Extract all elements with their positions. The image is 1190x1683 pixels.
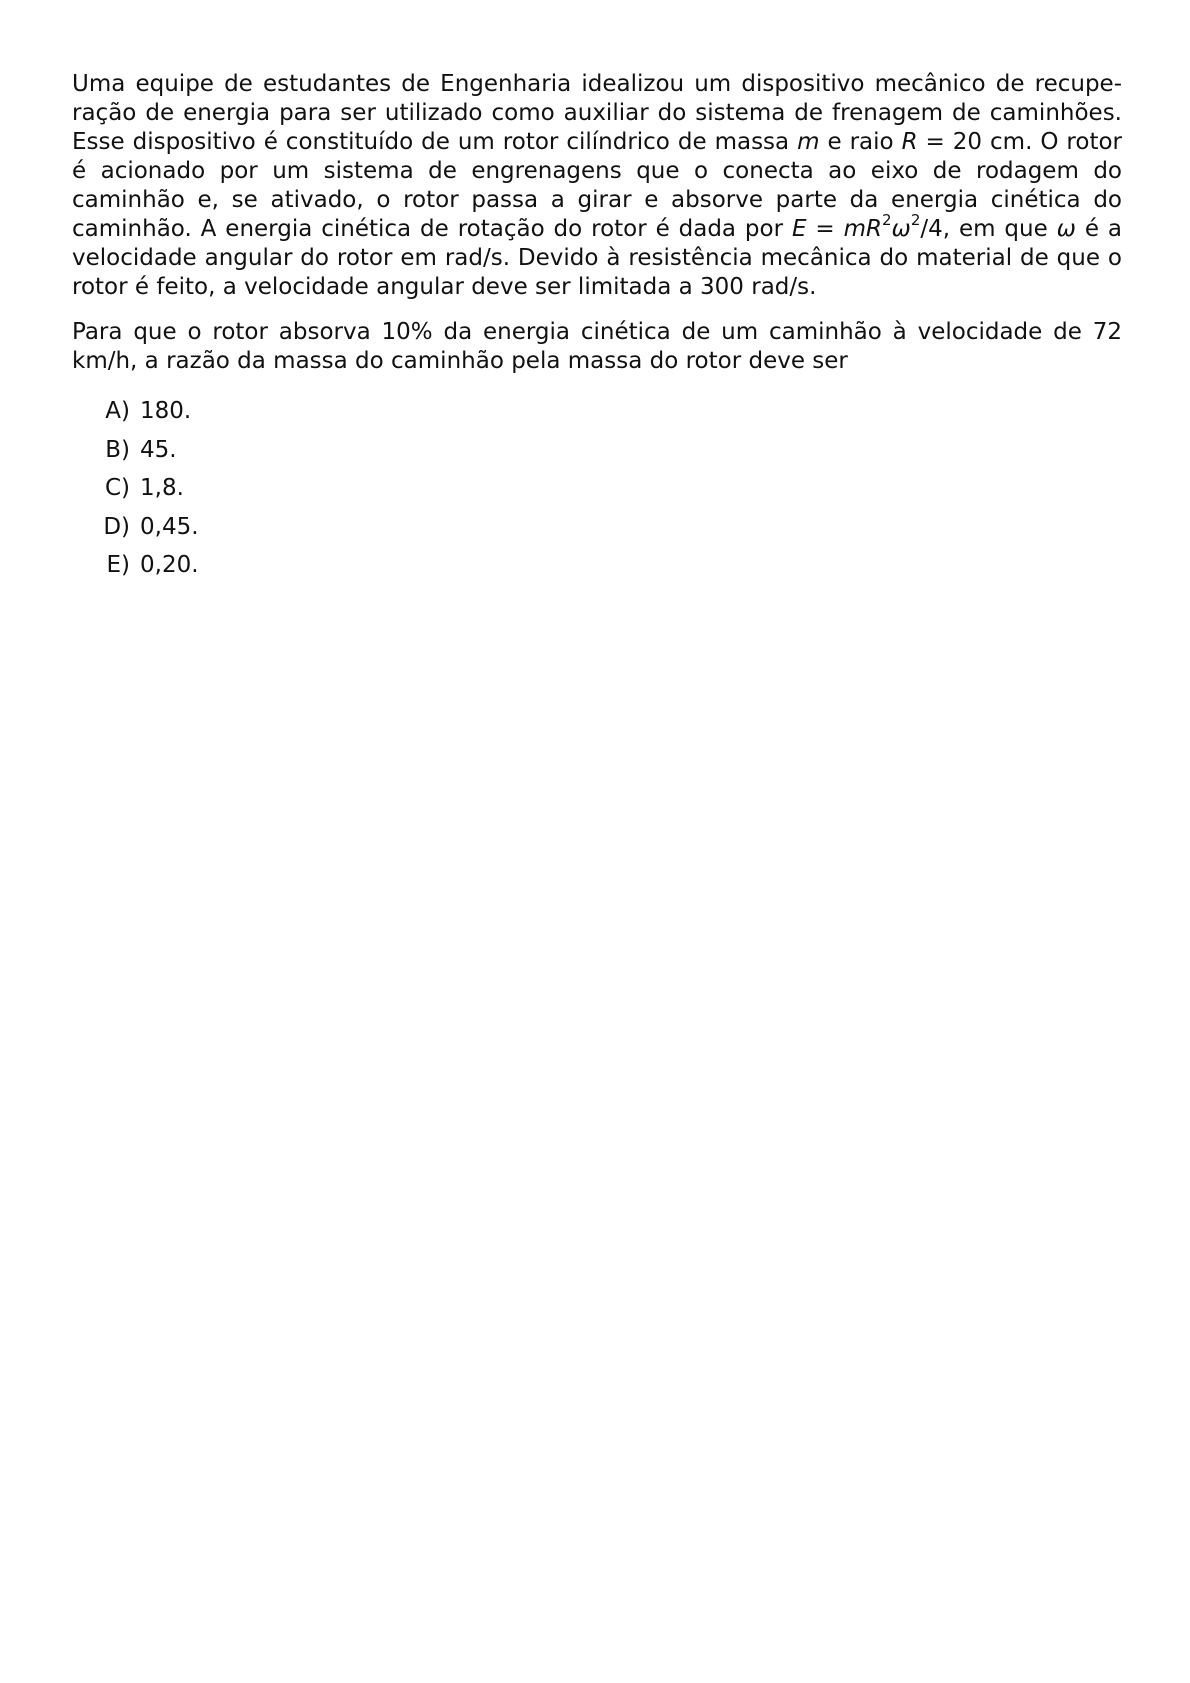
question-page: [72, 70, 1122, 591]
option-b[interactable]: [94, 437, 1122, 476]
question-paragraph-1: [72, 70, 1122, 302]
variable-omega: ω: [1056, 216, 1076, 242]
option-d[interactable]: [94, 514, 1122, 553]
energy-formula: $E = mR^2\omega^2/4$: [791, 211, 943, 242]
option-letter: A): [105, 398, 130, 424]
option-letter: E): [106, 552, 130, 578]
option-e[interactable]: [94, 552, 1122, 591]
option-letter: B): [105, 436, 130, 463]
option-c[interactable]: [94, 475, 1122, 514]
option-text: 180.: [140, 398, 192, 424]
variable-r: R: [901, 129, 918, 155]
option-letter: D): [103, 513, 130, 540]
option-text: 45.: [140, 436, 177, 463]
text-segment: e raio: [819, 129, 902, 155]
option-text: 0,20.: [140, 552, 199, 578]
text-segment: é a velocidade angular do rotor em rad/s. Devido à resistência mecânica do material de que o rotor é feito, a velocidade angular deve ser limitada a 300 rad/s.: [72, 216, 1122, 300]
text-segment: Uma equipe de estudantes de Engenharia idealizou um dispositivo mecânico de recupe-ração de energia para ser utilizado como auxiliar do sistema de frenagem de caminhões. Esse dispositivo é constituído de um rotor cilíndrico de massa: [72, 71, 1122, 155]
question-paragraph-2: Para que o rotor absorva 10% da energia cinética de um caminhão à velocidade de 72 km/h, a razão da massa do caminhão pela massa do rotor deve ser: [72, 319, 1122, 374]
option-text: 0,45.: [140, 513, 199, 540]
text-segment: = 20 cm. O rotor é acionado por um sistema de engrenagens que o conecta ao eixo de rodagem do caminhão e, se ativado, o rotor passa a girar e absorve parte da energia cinética do caminhão. A energia cinética de rotação do rotor é dada por: [72, 129, 1122, 242]
variable-m: m: [797, 129, 820, 155]
text-segment: , em que: [942, 216, 1057, 242]
option-text: 1,8.: [140, 475, 184, 501]
answer-options: [94, 398, 1122, 591]
option-a[interactable]: [94, 398, 1122, 437]
option-letter: C): [104, 475, 130, 501]
